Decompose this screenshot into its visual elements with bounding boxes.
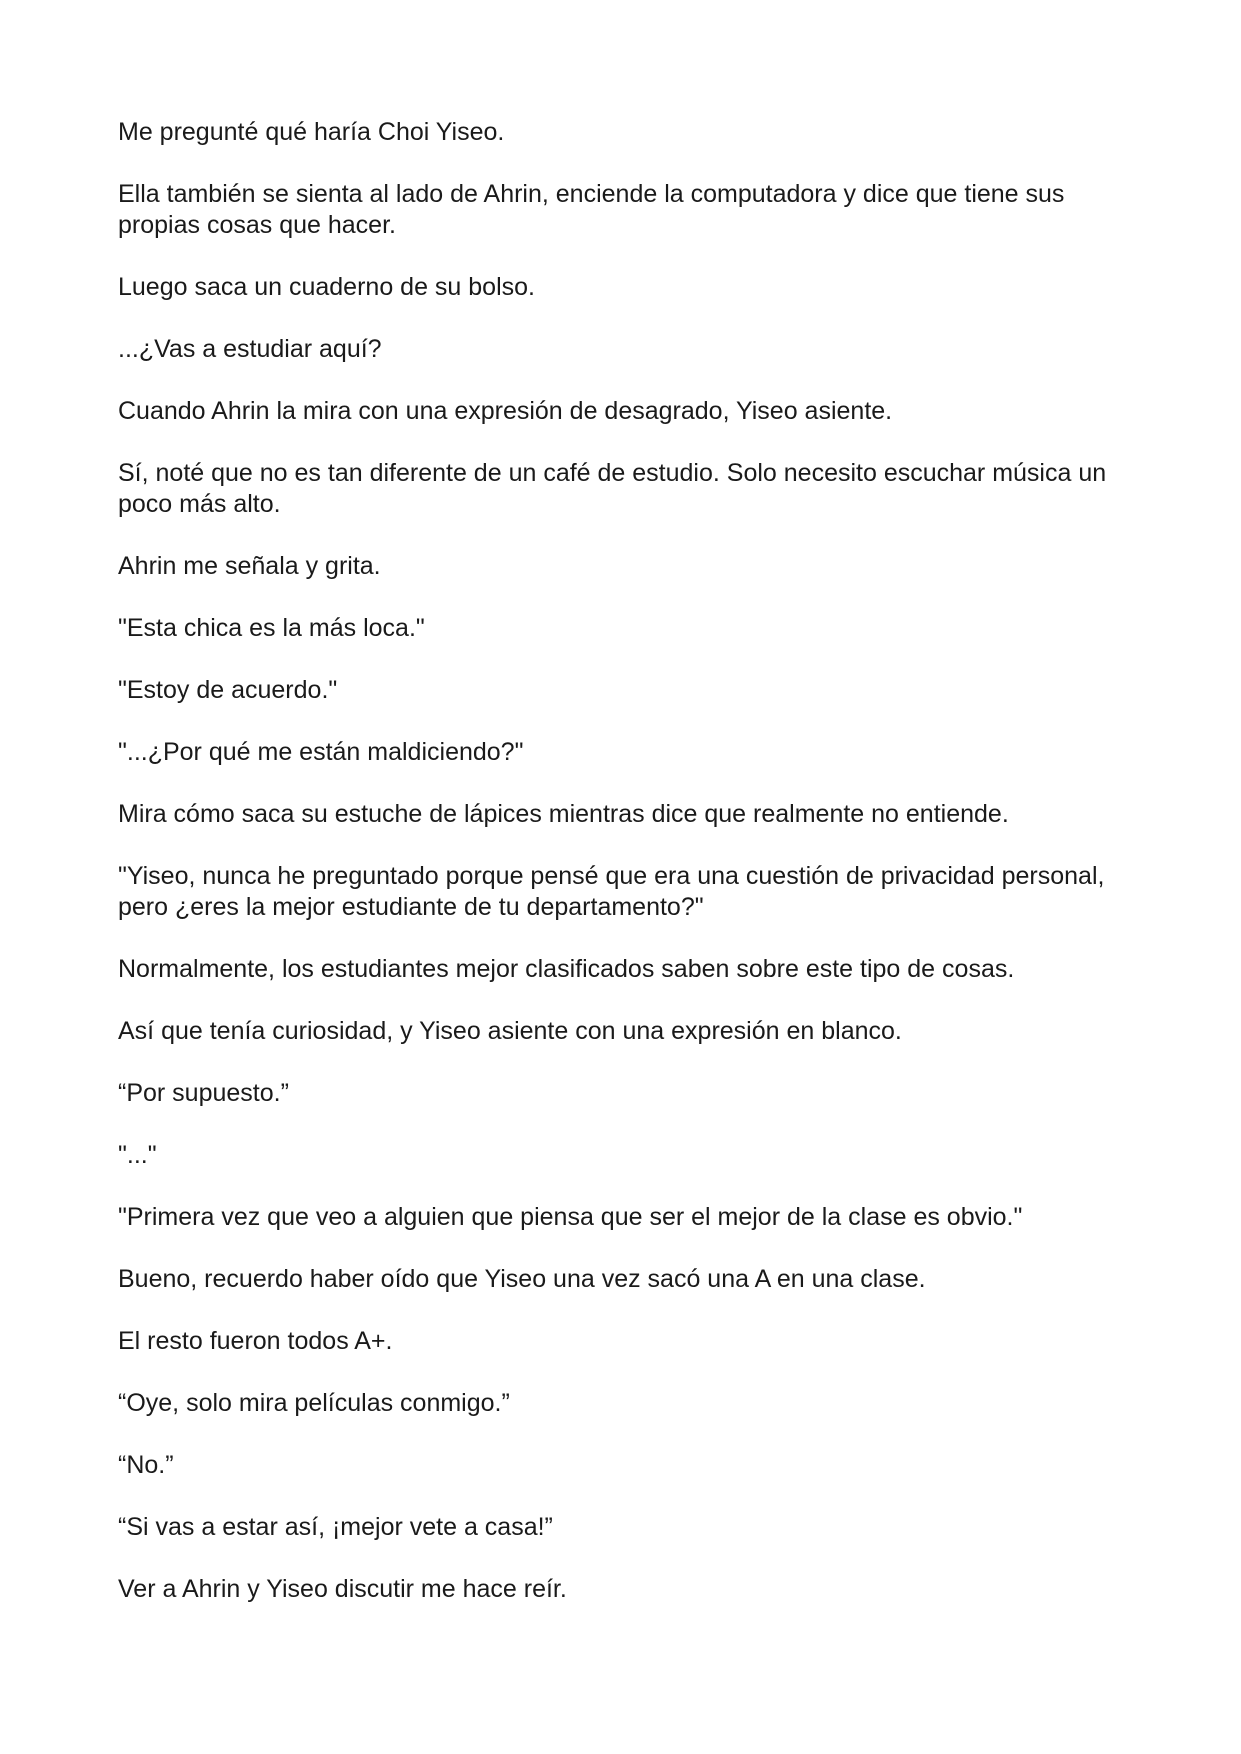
- paragraph: Bueno, recuerdo haber oído que Yiseo una vez sacó una A en una clase.: [118, 1265, 926, 1293]
- paragraph: Sí, noté que no es tan diferente de un café de estudio. Solo necesito escuchar música un poco más alto.: [118, 459, 1107, 518]
- paragraph: "Primera vez que veo a alguien que piensa que ser el mejor de la clase es obvio.": [118, 1203, 1023, 1231]
- paragraph: Me pregunté qué haría Choi Yiseo.: [118, 118, 505, 146]
- document-body: [118, 117, 1128, 1636]
- paragraph: "Yiseo, nunca he preguntado porque pensé que era una cuestión de privacidad personal, pero ¿eres la mejor estudiante de tu departamento?": [118, 862, 1105, 921]
- paragraph: "Estoy de acuerdo.": [118, 676, 338, 704]
- paragraph: Normalmente, los estudiantes mejor clasificados saben sobre este tipo de cosas.: [118, 955, 1015, 983]
- paragraph: Luego saca un cuaderno de su bolso.: [118, 273, 535, 301]
- paragraph: Cuando Ahrin la mira con una expresión de desagrado, Yiseo asiente.: [118, 397, 893, 425]
- paragraph: Así que tenía curiosidad, y Yiseo asiente con una expresión en blanco.: [118, 1017, 902, 1045]
- paragraph: “Por supuesto.”: [118, 1079, 289, 1107]
- paragraph: ...¿Vas a estudiar aquí?: [118, 335, 382, 363]
- paragraph: “Oye, solo mira películas conmigo.”: [118, 1389, 510, 1417]
- paragraph: Ella también se sienta al lado de Ahrin, enciende la computadora y dice que tiene sus propias cosas que hacer.: [118, 180, 1065, 239]
- paragraph: "...": [118, 1141, 157, 1169]
- paragraph: Mira cómo saca su estuche de lápices mientras dice que realmente no entiende.: [118, 800, 1009, 828]
- paragraph: Ahrin me señala y grita.: [118, 552, 381, 580]
- paragraph: Ver a Ahrin y Yiseo discutir me hace reír.: [118, 1575, 567, 1603]
- paragraph: “No.”: [118, 1451, 174, 1479]
- paragraph: "Esta chica es la más loca.": [118, 614, 425, 642]
- paragraph: "...¿Por qué me están maldiciendo?": [118, 738, 524, 766]
- paragraph: “Si vas a estar así, ¡mejor vete a casa!”: [118, 1513, 553, 1541]
- paragraph: El resto fueron todos A+.: [118, 1327, 393, 1355]
